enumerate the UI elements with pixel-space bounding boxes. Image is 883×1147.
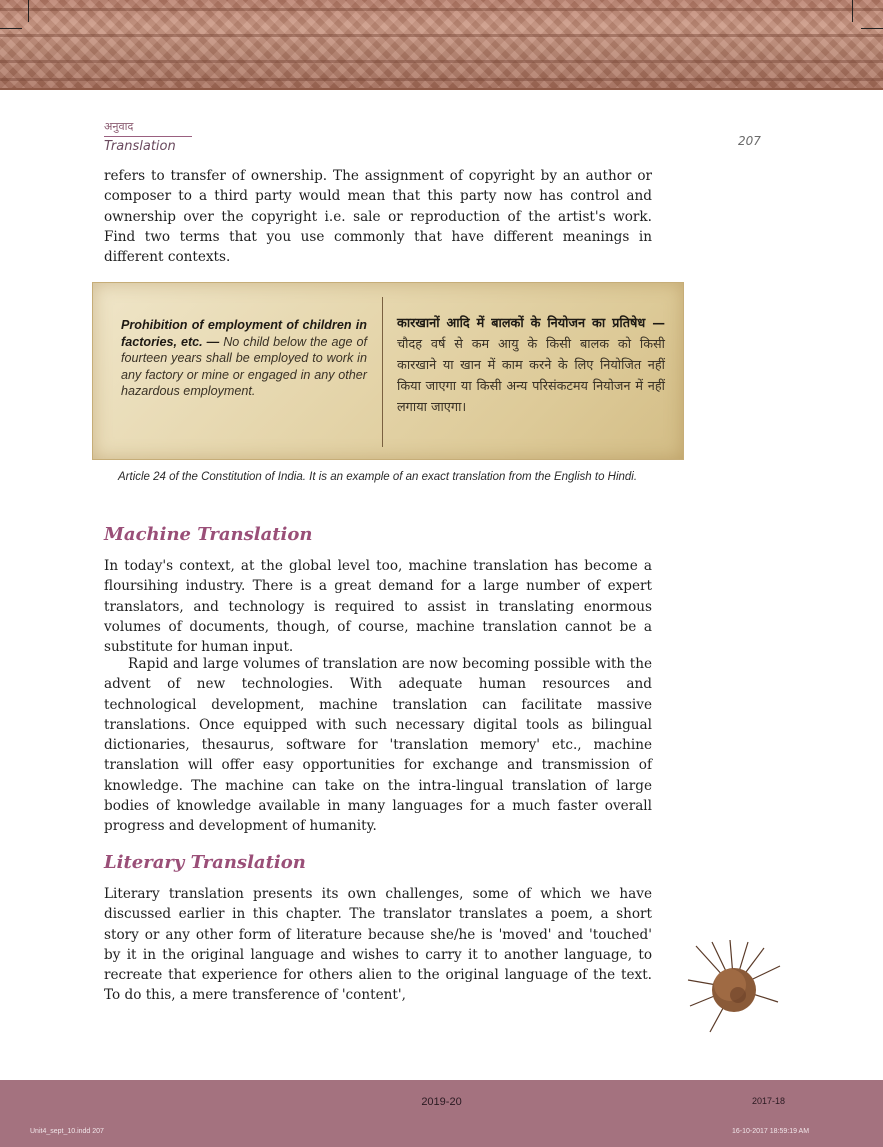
footer-year-label: 2017-18 (752, 1096, 786, 1106)
decorative-header-banner (0, 0, 883, 90)
article-english-text (121, 317, 367, 400)
page-number: 207 (738, 134, 761, 148)
running-head (104, 119, 192, 154)
running-head-english: Translation (104, 139, 176, 154)
running-head-rule (104, 136, 192, 137)
machine-translation-paragraph-1: In today's context, at the global level too, machine translation has become a floursihing industry. There is a great demand for a large number of expert translators, and technology is required to assist in translating enormous volumes of documents, though, of course, machine translation cannot be a substitute for human input. (104, 558, 652, 656)
article-hindi-bold: कारखानों आदि में बालकों के नियोजन का प्रतिषेध — (397, 316, 665, 331)
section-heading-literary-translation: Literary Translation (104, 852, 306, 873)
crop-mark (28, 0, 29, 22)
footer-band (0, 1080, 883, 1147)
crop-mark (0, 28, 22, 29)
crop-mark (852, 0, 853, 22)
article-english-body: No child below the age of fourteen years shall be employed to work in any factory or mine or engaged in any other hazardous employment. (121, 334, 367, 399)
article-parchment-box (92, 282, 684, 460)
section-heading-machine-translation: Machine Translation (104, 524, 313, 545)
footer-session-label: 2019-20 (421, 1096, 462, 1108)
article-caption: Article 24 of the Constitution of India. It is an example of an exact translation from the English to Hindi. (118, 471, 638, 483)
article-english-bold: Prohibition of employment of children in factories, etc. — (121, 318, 367, 349)
decorative-sun-motif-icon (686, 940, 782, 1036)
machine-translation-paragraph-2: Rapid and large volumes of translation are now becoming possible with the advent of new technologies. With adequate human resources and technological development, machine translation can facilitate massive translations. Once equipped with such necessary digital tools as bilingual dictionaries, thesaurus, software for 'translation memory' etc., machine translation will offer easy opportunities for exchange and transmission of knowledge. The machine can take on the intra-lingual translation of large bodies of knowledge available in many languages for a much faster overall progress and development of humanity. (104, 656, 652, 835)
article-hindi-text (397, 313, 665, 418)
crop-mark (861, 28, 883, 29)
banner-carving-line (0, 78, 883, 81)
print-slug-date: 16-10-2017 18:59:19 AM (732, 1128, 810, 1135)
banner-carving-line (0, 34, 883, 37)
parchment-divider (382, 297, 383, 447)
print-slug-file: Unit4_sept_10.indd 207 (30, 1128, 104, 1135)
banner-carving-line (0, 60, 883, 63)
banner-carving-line (0, 8, 883, 11)
literary-translation-paragraph-1: Literary translation presents its own challenges, some of which we have discussed earlier in this chapter. The translator translates a poem, a short story or any other form of literature because she/he is 'moved' and 'touched' by it in the original language and wishes to carry it to another language, to recreate that experience for others alien to the original language of the text. To do this, a mere transference of 'content', (104, 886, 652, 1004)
intro-paragraph: refers to transfer of ownership. The assignment of copyright by an author or composer to a third party would mean that this party now has control and ownership over the copyright i.e. sale or reproduction of the artist's work. Find two terms that you use commonly that have different meanings in different contexts. (104, 168, 652, 266)
article-hindi-body: चौदह वर्ष से कम आयु के किसी बालक को किसी कारखाने या खान में काम करने के लिए नियोजित नहीं किया जाएगा या किसी अन्य परिसंकटमय नियोजन में नहीं लगाया जाएगा। (397, 337, 665, 415)
running-head-hindi: अनुवाद (104, 120, 134, 133)
